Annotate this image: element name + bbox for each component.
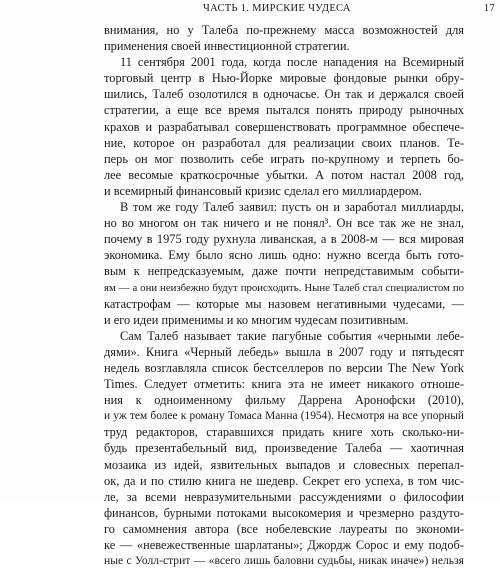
- text-line: ок, да и по стилю книга не шедевр. Секрет его успеха, в том чис-: [104, 473, 464, 488]
- text-line: вым к непредсказуемым, даже почти непредставимым событи-: [104, 264, 464, 279]
- text-line: и всемирный финансовый кризис сделал его миллиардером.: [104, 183, 422, 198]
- text-line: недель возглавляла список бестселлеров по версии The New York: [104, 360, 464, 375]
- text-line: ле, за всеми невразумительными рассуждениями о философии: [104, 489, 464, 504]
- text-line: лее весомые краткосрочные убытки. А потом настал 2008 год,: [104, 167, 464, 182]
- text-line: стратегии, а еще все время пытался понять природу рыночных: [104, 103, 464, 118]
- text-line: крахов и разрабатывал совершенствовать программное обеспече-: [104, 119, 464, 134]
- text-line: Times. Следует отметить: книга эта не имеет никакого отноше-: [104, 377, 464, 392]
- text-line: ке — «невежественные шарлатаны»; Джордж Сорос и ему подоб-: [104, 538, 464, 552]
- text-line: экономика. Ему было ясно лишь одно: нужно всегда быть гото-: [104, 248, 464, 263]
- text-line: но во многом он так ничего и не понял³. Он все так же не знал,: [104, 216, 464, 231]
- body-text: [104, 22, 464, 569]
- text-line: торговый центр в Нью-Йорке мировые фондовые рынки обру-: [104, 71, 464, 86]
- text-line: дями». Книга «Черный лебедь» вышла в 2007 году и пятьдесят: [104, 344, 464, 359]
- text-line: В том же году Талеб заявил: пусть он и заработал миллиарды,: [120, 200, 464, 215]
- text-line: ные с Уолл-стрит — «всего лишь баловни судьбы, никак иначе») нельзя: [104, 554, 464, 568]
- text-line: будь презентабельный вид, произведение Талеба — хаотичная: [104, 441, 464, 456]
- text-line: шились, Талеб озолотился в одночасье. Он так и держался своей: [104, 87, 464, 102]
- text-line: ям — а они неизбежно будут происходить. Ныне Талеб стал специалистом по: [104, 281, 464, 294]
- text-line: почему в 1975 году рухнула ливанская, а в 2008-м — вся мировая: [104, 232, 464, 247]
- text-line: перь он мог позволить себе играть по-крупному и терпеть бо-: [104, 151, 464, 166]
- text-line: применения своей инвестиционной стратегии.: [104, 39, 350, 54]
- text-line: и уж тем более к роману Томаса Манна (1954). Несмотря на все упорный: [104, 410, 464, 423]
- text-line: го самомнения автора (все нобелевские лауреаты по экономи-: [104, 521, 464, 536]
- text-line: ние, которое он разработал для реализации своих планов. Те-: [104, 135, 464, 150]
- page-number: 17: [483, 3, 495, 14]
- text-line: и его идеи применимы и ко многим чудесам позитивным.: [104, 312, 409, 327]
- text-line: ния к одноименному фильму Даррена Аронофски (2010),: [104, 393, 464, 408]
- text-line: труд редакторов, старавшихся придать книге хоть сколько-ни-: [104, 425, 464, 440]
- text-line: катастрофам — которые мы назовем негативными чудесами, —: [104, 296, 464, 311]
- text-line: Сам Талеб называет такие пагубные события «черными лебе-: [120, 328, 464, 343]
- text-line: 11 сентября 2001 года, когда после нападения на Всемирный: [120, 55, 464, 70]
- text-line: мозаика из идей, язвительных выпадов и словесных перепал-: [104, 457, 464, 472]
- running-header: [98, 3, 495, 17]
- text-line: финансов, бурными потоками высокомерия и чрезмерно раздуто-: [104, 505, 464, 520]
- text-line: внимания, но у Талеба по-прежнему масса возможностей для: [104, 23, 464, 37]
- section-title: ЧАСТЬ 1. МИРСКИЕ ЧУДЕСА: [203, 3, 351, 14]
